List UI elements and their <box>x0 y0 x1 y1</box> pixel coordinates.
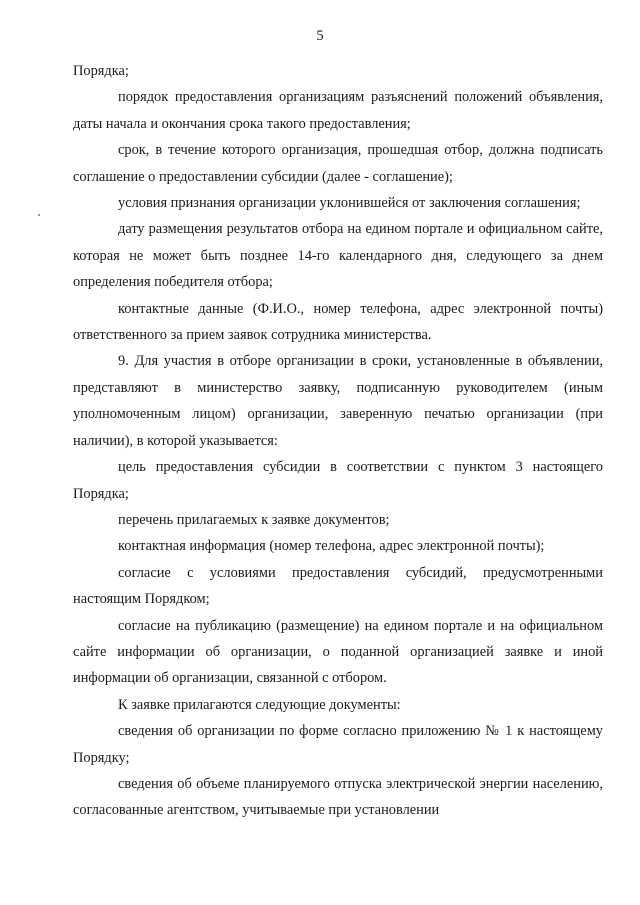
page-number: 5 <box>316 28 324 44</box>
paragraph: условия признания организации уклонившейся от заключения соглашения; <box>118 195 581 212</box>
paragraph: согласие на публикацию (размещение) на едином портале и на официальном сайте информации об организации, о поданной организацией заявке и иной информации об организации, связанной с отбором. <box>73 617 603 687</box>
paragraph: дату размещения результатов отбора на едином портале и официальном сайте, которая не может быть позднее 14-го календарного дня, следующего за днем определения победителя отбора; <box>73 221 603 291</box>
paragraph: 9. Для участия в отборе организации в сроки, установленные в объявлении, представляют в министерство заявку, подписанную руководителем (иным уполномоченным лицом) организации, заверенную печатью организации (при наличии), в которой указывается: <box>73 353 603 449</box>
paragraph: сведения об организации по форме согласно приложению № 1 к настоящему Порядку; <box>73 723 603 766</box>
paragraph: срок, в течение которого организация, прошедшая отбор, должна подписать соглашение о предоставлении субсидии (далее - соглашение); <box>73 142 603 185</box>
paragraph: контактные данные (Ф.И.О., номер телефона, адрес электронной почты) ответственного за прием заявок сотрудника министерства. <box>73 300 603 344</box>
paragraph: сведения об объеме планируемого отпуска электрической энергии населению, согласованные агентством, учитываемые при установлении <box>73 775 603 819</box>
paragraph: порядок предоставления организациям разъяснений положений объявления, даты начала и окончания срока такого предоставления; <box>73 89 603 132</box>
scan-speck <box>38 214 40 216</box>
paragraph: перечень прилагаемых к заявке документов; <box>118 511 390 528</box>
paragraph: Порядка; <box>73 63 129 79</box>
paragraph: согласие с условиями предоставления субсидий, предусмотренными настоящим Порядком; <box>73 564 603 608</box>
paragraph: К заявке прилагаются следующие документы: <box>118 696 401 713</box>
paragraph: цель предоставления субсидии в соответствии с пунктом 3 настоящего Порядка; <box>73 459 603 502</box>
document-body <box>73 58 603 824</box>
paragraph: контактная информация (номер телефона, адрес электронной почты); <box>118 538 545 555</box>
